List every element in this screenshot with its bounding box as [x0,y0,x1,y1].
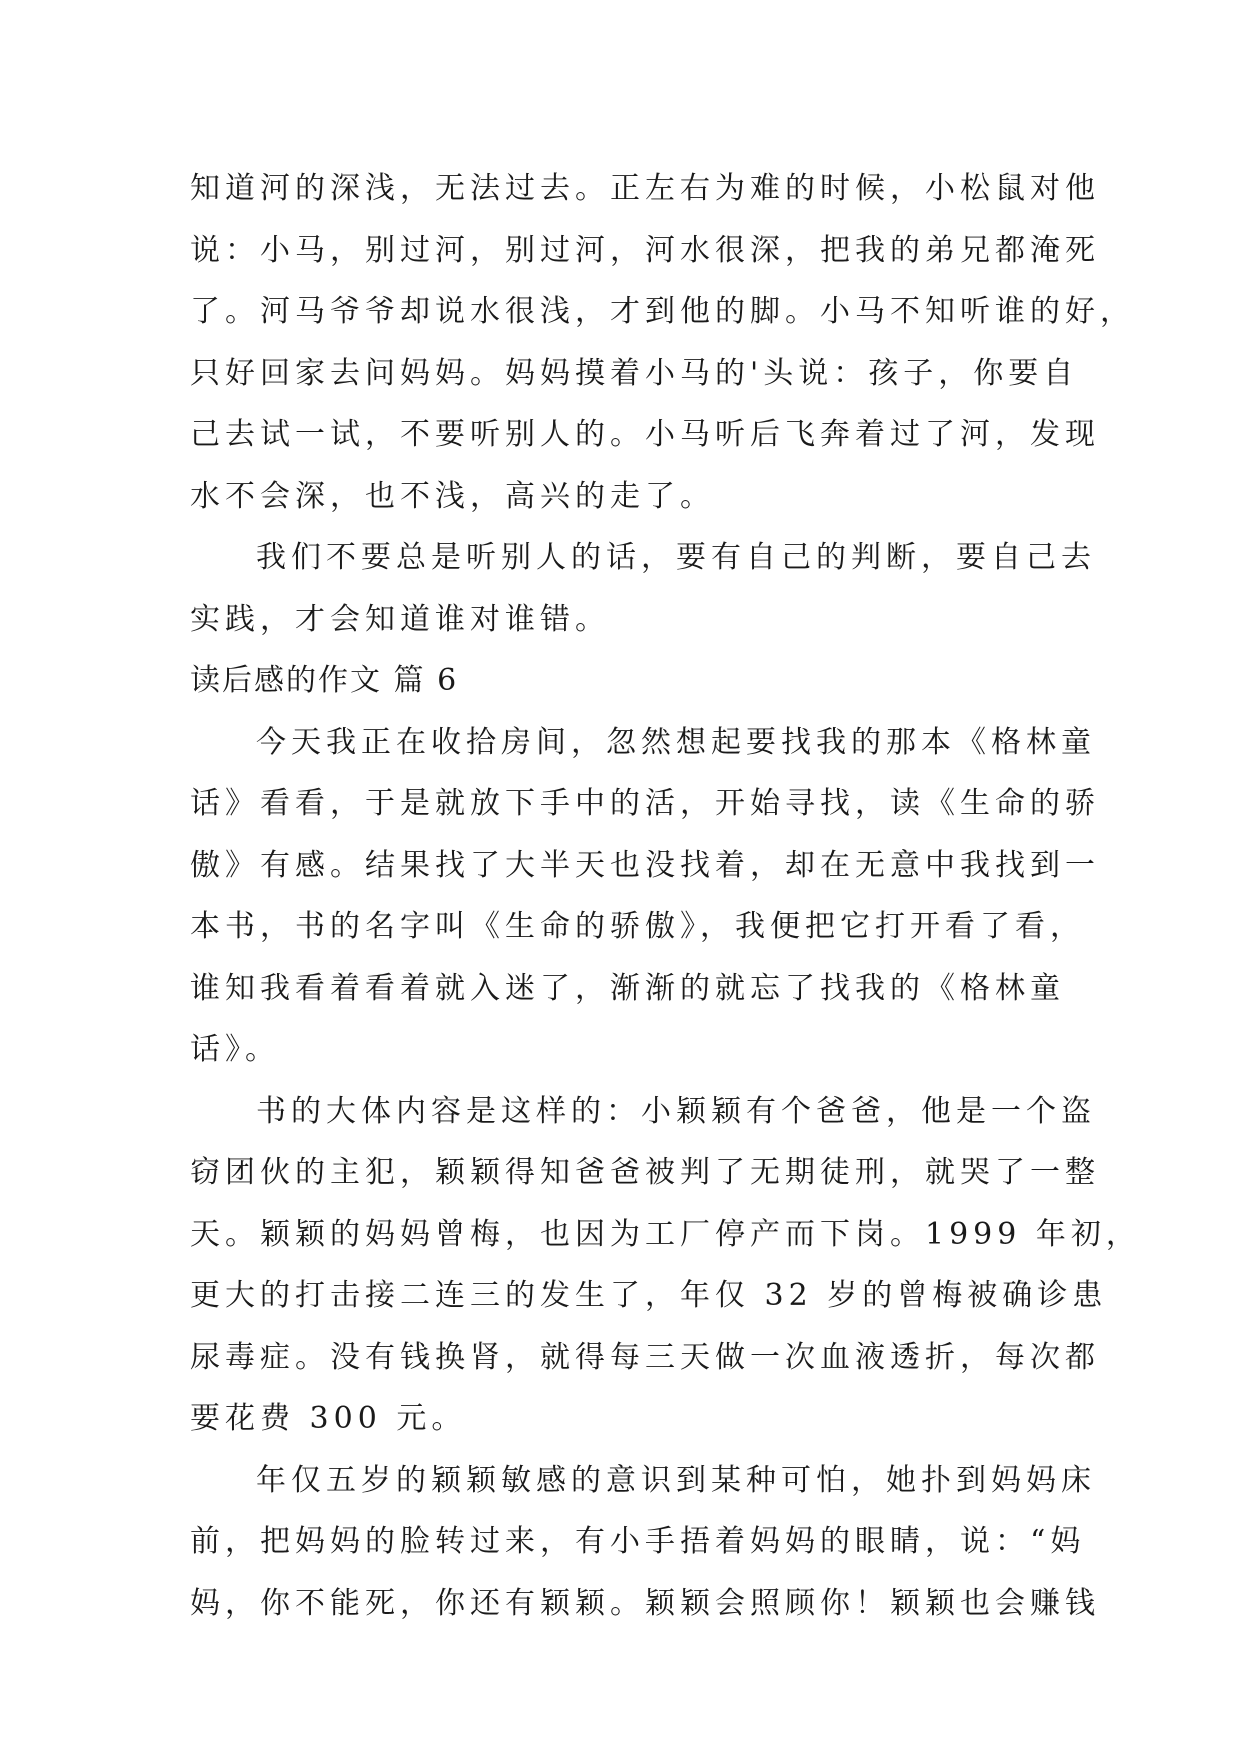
text-line: 知道河的深浅，无法过去。正左右为难的时候，小松鼠对他 [190,171,1100,206]
paragraph-first-line: 我们不要总是听别人的话，要有自己的判断，要自己去 [256,540,1096,575]
text-line: 谁知我看着看着就入迷了，渐渐的就忘了找我的《格林童 [190,970,1065,1006]
text-line: 本书，书的名字叫《生命的骄傲》，我便把它打开看了看， [190,909,1085,944]
paragraph-first-line: 书的大体内容是这样的：小颖颖有个爸爸，他是一个盗 [256,1093,1096,1129]
text-line: 更大的打击接二连三的发生了，年仅 32 岁的曾梅被确诊患 [190,1278,1108,1313]
text-line: 只好回家去问妈妈。妈妈摸着小马的'头说：孩子，你要自 [190,355,1079,391]
text-line: 实践，才会知道谁对谁错。 [190,601,610,637]
text-line: 说：小马，别过河，别过河，河水很深，把我的弟兄都淹死 [190,232,1100,268]
paragraph-first-line: 年仅五岁的颖颖敏感的意识到某种可怕，她扑到妈妈床 [256,1462,1096,1498]
text-line: 了。河马爷爷却说水很浅，才到他的脚。小马不知听谁的好， [190,294,1135,329]
text-line: 水不会深，也不浅，高兴的走了。 [190,478,715,514]
text-line: 话》看看，于是就放下手中的活，开始寻找，读《生命的骄 [190,786,1100,821]
text-line: 己去试一试，不要听别人的。小马听后飞奔着过了河，发现 [190,417,1100,452]
text-line: 妈，你不能死，你还有颖颖。颖颖会照顾你！颖颖也会赚钱 [190,1585,1100,1621]
paragraph-first-line: 今天我正在收拾房间，忽然想起要找我的那本《格林童 [256,724,1096,760]
text-line: 话》。 [190,1032,280,1067]
text-line: 前，把妈妈的脸转过来，有小手捂着妈妈的眼睛，说：“妈 [190,1524,1086,1559]
text-line: 尿毒症。没有钱换肾，就得每三天做一次血液透折，每次都 [190,1339,1100,1375]
text-line: 窃团伙的主犯，颖颖得知爸爸被判了无期徒刑，就哭了一整 [190,1155,1100,1190]
text-line: 傲》有感。结果找了大半天也没找着，却在无意中我找到一 [190,847,1100,883]
document-body [190,158,1141,1634]
text-line: 要花费 300 元。 [190,1401,467,1436]
section-heading: 读后感的作文 篇 6 [190,663,459,698]
text-line: 天。颖颖的妈妈曾梅，也因为工厂停产而下岗。1999 年初， [190,1216,1141,1252]
